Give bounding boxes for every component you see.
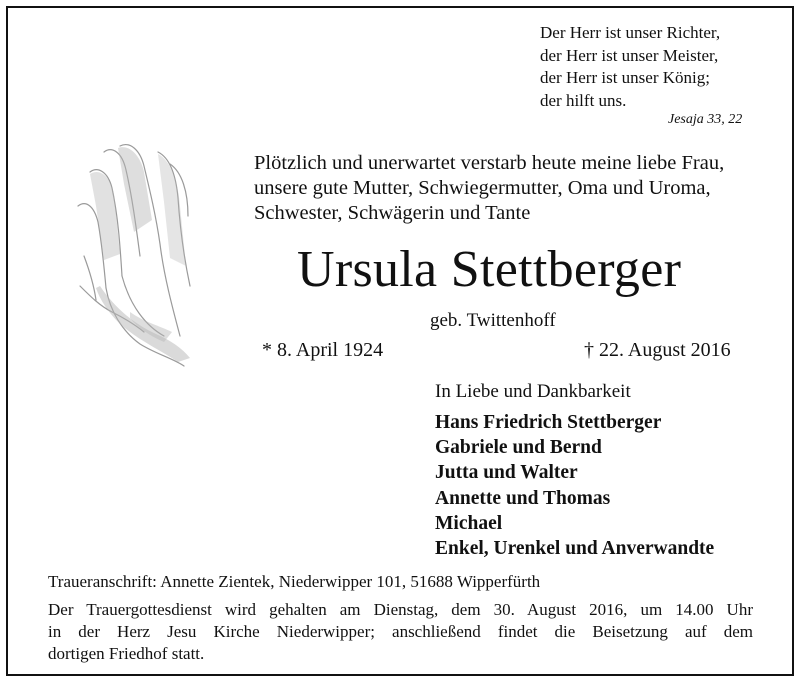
mourner-name: Hans Friedrich Stettberger <box>435 412 662 433</box>
mourner-name: Enkel, Urenkel und Anverwandte <box>435 538 715 560</box>
mourner-name: Annette und Thomas <box>435 487 611 509</box>
mourner-name: Gabriele und Bernd <box>435 437 602 459</box>
verse-line: der hilft uns. <box>540 90 627 110</box>
praying-hands-icon <box>60 136 210 371</box>
service-line: Der Trauergottesdienst wird gehalten am Dienstag, dem 30. August 2016, um 14.00 Uhr <box>48 600 753 619</box>
death-date: † 22. August 2016 <box>584 339 731 361</box>
announcement-line: unsere gute Mutter, Schwiegermutter, Oma und Uroma, <box>254 177 711 199</box>
mourner-name: Michael <box>435 512 503 534</box>
deceased-name: Ursula Stettberger <box>297 241 682 298</box>
funeral-service-info <box>48 599 753 665</box>
maiden-name: geb. Twittenhoff <box>430 310 556 331</box>
verse-line: der Herr ist unser Meister, <box>540 45 719 65</box>
obituary-notice <box>6 6 794 676</box>
verse-source: Jesaja 33, 22 <box>668 112 743 127</box>
mourners-heading: In Liebe und Dankbarkeit <box>435 381 631 402</box>
service-line: in der Herz Jesu Kirche Niederwipper; anschließend findet die Beisetzung auf dem <box>48 622 753 641</box>
service-line: dortigen Friedhof statt. <box>48 644 205 663</box>
mourners-list <box>435 410 714 561</box>
birth-date: * 8. April 1924 <box>262 339 384 361</box>
announcement-line: Schwester, Schwägerin und Tante <box>254 202 531 224</box>
announcement-text <box>254 151 724 226</box>
mourning-address: Traueranschrift: Annette Zientek, Niederwipper 101, 51688 Wipperfürth <box>48 572 541 591</box>
verse-line: Der Herr ist unser Richter, <box>540 23 721 42</box>
announcement-line: Plötzlich und unerwartet verstarb heute meine liebe Frau, <box>254 152 725 174</box>
bible-verse <box>540 22 720 112</box>
verse-line: der Herr ist unser König; <box>540 68 710 87</box>
mourner-name: Jutta und Walter <box>435 462 578 484</box>
